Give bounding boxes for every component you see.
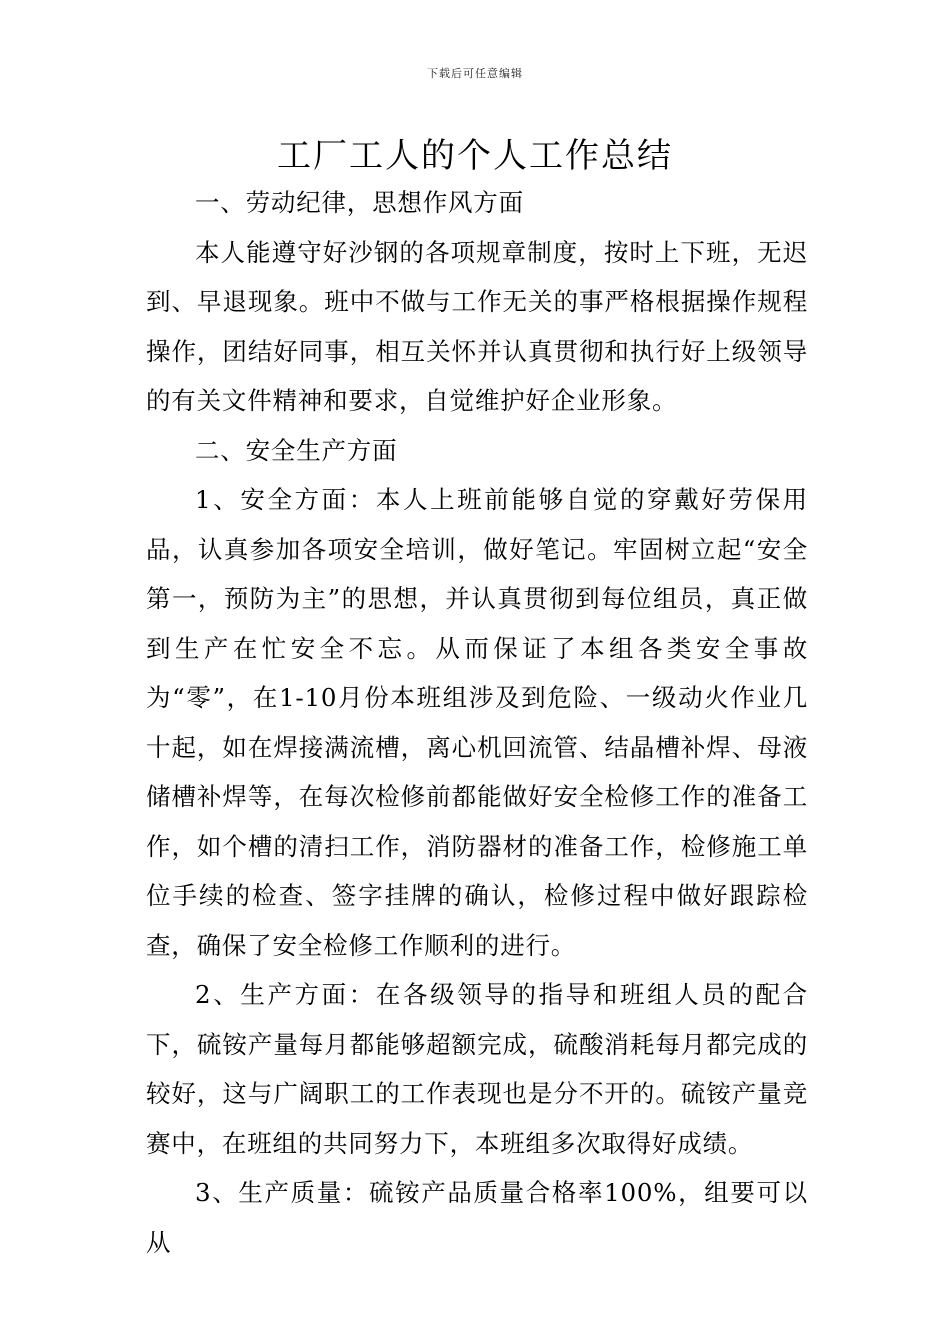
section-heading-2: 二、安全生产方面 xyxy=(195,435,398,465)
paragraph-safety: 1、安全方面：本人上班前能够自觉的穿戴好劳保用品，认真参加各项安全培训，做好笔记。牢固树立起“安全第一，预防为主”的思想，并认真贯彻到每位组员，真正做到生产在忙安全不忘。从而保证了本组各类安全事故为“零”，在1-10月份本班组涉及到危险、一级动火作业几十起，如在焊接满流槽，离心机回流管、结晶槽补焊、母液储槽补焊等，在每次检修前都能做好安全检修工作的准备工作，如个槽的清扫工作，消防器材的准备工作，检修施工单位手续的检查、签字挂牌的确认，检修过程中做好跟踪检查，确保了安全检修工作顺利的进行。 xyxy=(146,485,808,960)
paragraph-quality: 3、生产质量：硫铵产品质量合格率100%，组要可以从 xyxy=(146,1178,808,1257)
document-body xyxy=(146,178,808,1267)
page-header-note: 下载后可任意编辑 xyxy=(427,67,523,80)
paragraph-production: 2、生产方面：在各级领导的指导和班组人员的配合下，硫铵产量每月都能够超额完成，硫酸消耗每月都完成的较好，这与广阔职工的工作表现也是分不开的。硫铵产量竞赛中，在班组的共同努力下，本班组多次取得好成绩。 xyxy=(146,980,808,1158)
document-title: 工厂工人的个人工作总结 xyxy=(277,136,673,176)
section-heading-1: 一、劳动纪律，思想作风方面 xyxy=(195,188,524,217)
paragraph-1: 本人能遵守好沙钢的各项规章制度，按时上下班，无迟到、早退现象。班中不做与工作无关的事严格根据操作规程操作，团结好同事，相互关怀并认真贯彻和执行好上级领导的有关文件精神和要求，自觉维护好企业形象。 xyxy=(146,237,808,415)
